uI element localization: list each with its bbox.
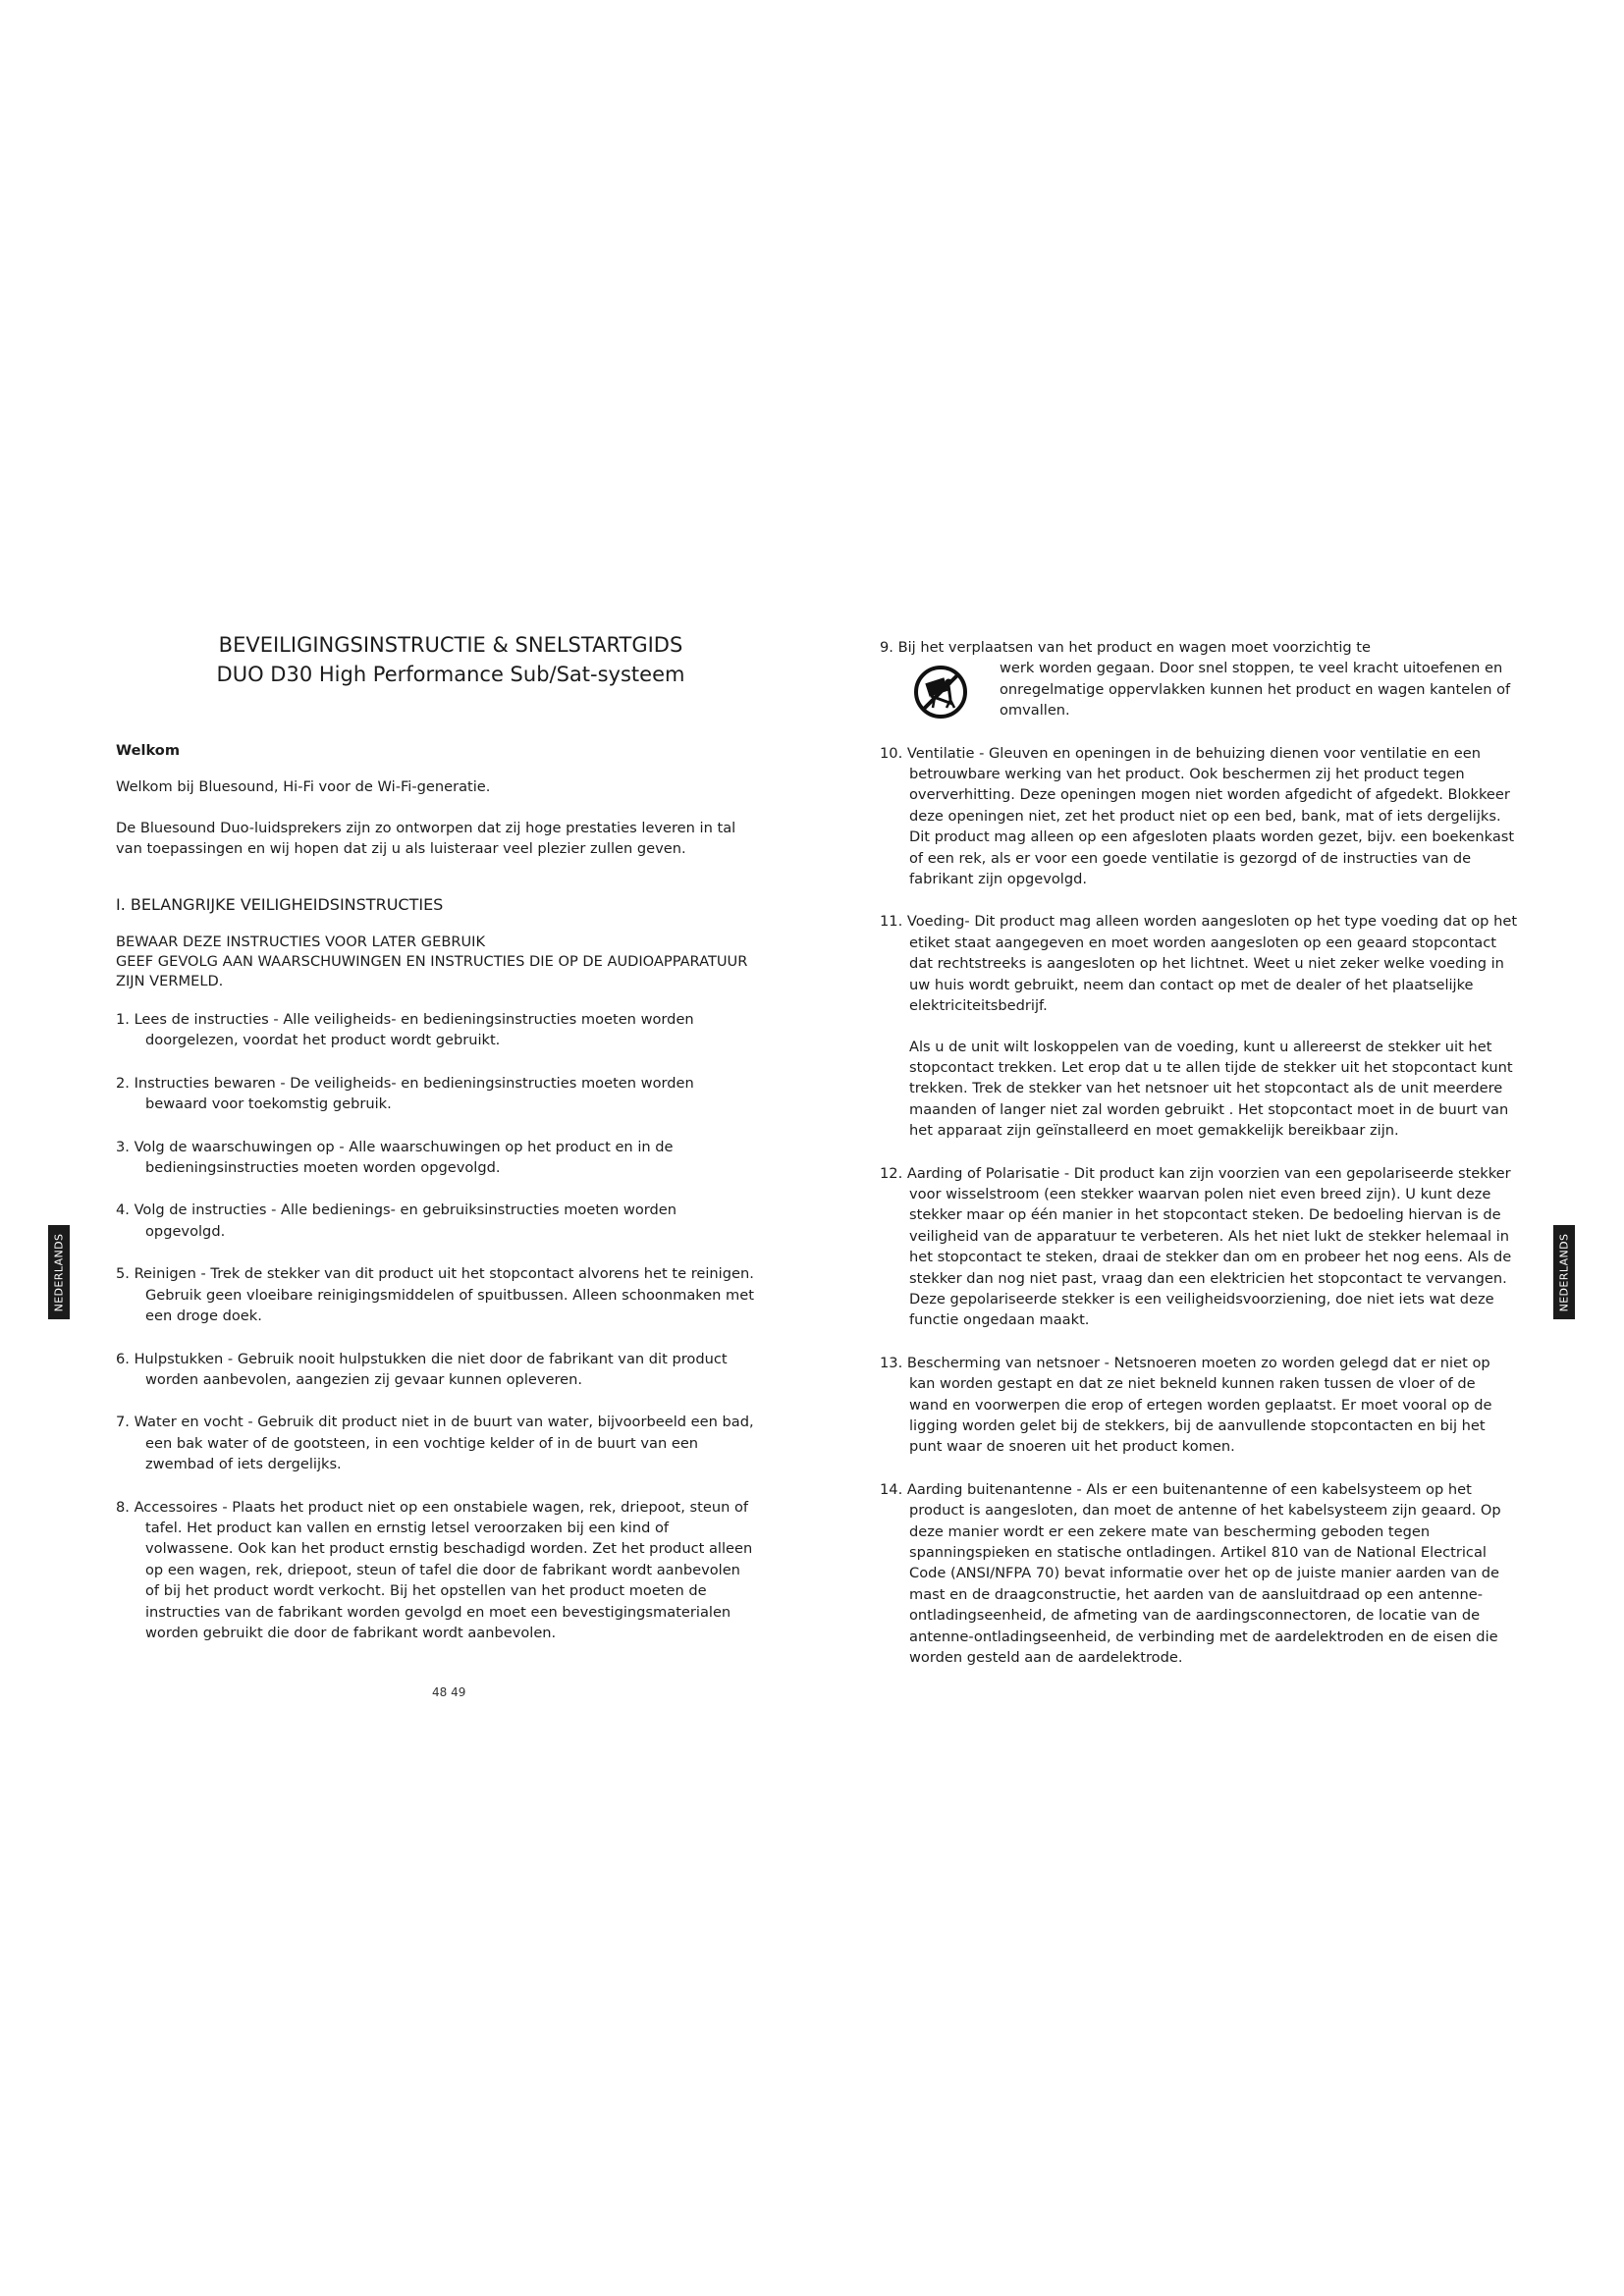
instruction-list-left — [116, 1009, 756, 1643]
list-item: 5. Reinigen - Trek de stekker van dit product uit het stopcontact alvorens het te reinigen. Gebruik geen vloeibare reinigingsmiddelen of spuitbussen. Alleen schoonmaken met een droge doek. — [116, 1265, 754, 1325]
welkom-paragraph-1: Welkom bij Bluesound, Hi-Fi voor de Wi-Fi-generatie. — [116, 778, 491, 796]
welkom-paragraph-2: De Bluesound Duo-luidsprekers zijn zo ontworpen dat zij hoge prestaties leveren in tal van toepassingen en wij hopen dat zij u als luisteraar veel plezier zullen geven. — [116, 819, 736, 858]
list-item: 8. Accessoires - Plaats het product niet op een onstabiele wagen, rek, driepoot, steun of tafel. Het product kan vallen en ernstig letsel veroorzaken bij een kind of volwassene. Ook kan het product ernstig beschadigd worden. Zet het product alleen op een wagen, rek, driepoot, steun of tafel die door de fabrikant wordt aanbevolen of bij het product wordt verkocht. Bij het opstellen van het product moeten de instructies van de fabrikant worden gevolgd en moet een bevestigingsmaterialen worden gebruikt die door de fabrikant wordt aanbevolen. — [116, 1498, 753, 1641]
list-item — [880, 637, 1518, 721]
language-tab-right — [1553, 1225, 1575, 1319]
left-page — [116, 630, 756, 1665]
list-item: 12. Aarding of Polarisatie - Dit product kan zijn voorzien van een gepolariseerde stekker voor wisselstroom (een stekker waarvan polen niet even breed zijn). U kunt deze stekker maar op één manier in het stopcontact steken. De bedoeling hiervan is de veiligheid van de apparatuur te verbeteren. Als het niet lukt de stekker helemaal in het stopcontact te steken, draai de stekker dan om en probeer het nog eens. Als de stekker dan nog niet past, vraag dan een elektricien het stopcontact te vervangen. Deze gepolariseerde stekker is een veiligheidsvoorziening, doe niet iets wat deze functie ongedaan maakt. — [880, 1164, 1512, 1329]
welkom-heading: Welkom — [116, 742, 181, 759]
right-page — [880, 637, 1518, 1689]
cart-tipover-warning-icon — [913, 665, 968, 720]
list-item: 6. Hulpstukken - Gebruik nooit hulpstukken die niet door de fabrikant van dit product worden aanbevolen, aangezien zij gevaar kunnen opleveren. — [116, 1350, 728, 1388]
list-item: 3. Volg de waarschuwingen op - Alle waarschuwingen op het product en in de bedieningsinstructies moeten worden opgevolgd. — [116, 1138, 674, 1177]
item-11-text: 11. Voeding- Dit product mag alleen worden aangesloten op het type voeding dat op het etiket staat aangegeven en moet worden aangesloten op een geaard stopcontact dat rechtstreeks is aangesloten op het lichtnet. Weet u niet zeker welke voeding in uw huis wordt gebruikt, neem dan contact op met de dealer of het plaatselijke elektriciteitsbedrijf. — [880, 913, 1518, 1015]
caps-line-1: BEWAAR DEZE INSTRUCTIES VOOR LATER GEBRUIK — [116, 934, 486, 951]
section-heading: I. BELANGRIJKE VEILIGHEIDSINSTRUCTIES — [116, 894, 444, 914]
language-tab-label: NEDERLANDS — [1557, 1233, 1571, 1311]
list-item: 7. Water en vocht - Gebruik dit product niet in de buurt van water, bijvoorbeeld een bad, een bak water of de gootsteen, in een vochtige kelder of in de buurt van een zwembad of iets dergelijks. — [116, 1414, 754, 1473]
instruction-list-right — [880, 637, 1518, 1668]
list-item: 1. Lees de instructies - Alle veiligheids- en bedieningsinstructies moeten worden doorgelezen, voordat het product wordt gebruikt. — [116, 1011, 694, 1049]
page-numbers: 48 49 — [432, 1685, 466, 1699]
list-item: 4. Volg de instructies - Alle bedienings- en gebruiksinstructies moeten worden opgevolgd. — [116, 1201, 677, 1240]
caps-notice — [116, 933, 756, 991]
item-11-extra-paragraph: Als u de unit wilt loskoppelen van de voeding, kunt u allereerst de stekker uit het stopcontact trekken. Let erop dat u te allen tijde de stekker uit het stopcontact kunt trekken. Trek de stekker van het netsnoer uit het stopcontact als de unit meerdere maanden of langer niet zal worden gebruikt . Het stopcontact moet in de buurt van het apparaat zijn geïnstalleerd en moet gemakkelijk bereikbaar zijn. — [909, 1038, 1513, 1140]
item-9-continuation: werk worden gegaan. Door snel stoppen, te veel kracht uitoefenen en onregelmatige oppervlakken kunnen het product en wagen kantelen of omvallen. — [1000, 660, 1511, 720]
language-tab-left — [48, 1225, 70, 1319]
document-title — [145, 630, 756, 689]
list-item: 10. Ventilatie - Gleuven en openingen in de behuizing dienen voor ventilatie en een betrouwbare werking van het product. Ook beschermen zij het product tegen oververhitting. Deze openingen mogen niet worden afgedicht of afgedekt. Blokkeer deze openingen niet, zet het product niet op een bed, bank, mat of iets dergelijks. Dit product mag alleen op een afgesloten plaats worden gezet, bijv. een boekenkast of een rek, als er voor een goede ventilatie is gezorgd of de instructies van de fabrikant zijn opgevolgd. — [880, 744, 1515, 888]
list-item: 14. Aarding buitenantenne - Als er een buitenantenne of een kabelsysteem op het product is aangesloten, dan moet de antenne of het kabelsysteem zijn geaard. Op deze manier wordt er een zekere mate van bescherming geboden tegen spanningspieken en statische ontladingen. Artikel 810 van de National Electrical Code (ANSI/NFPA 70) bevat informatie over het op de juiste manier aarden van de mast en de draagconstructie, het aarden van de aansluitdraad op een antenne-ontladingseenheid, de afmeting van de aardingsconnectoren, de locatie van de antenne-ontladingseenheid, de verbinding met de aardelektroden en de eisen die worden gesteld aan de aardelektrode. — [880, 1480, 1501, 1667]
language-tab-label: NEDERLANDS — [52, 1233, 66, 1311]
list-item — [880, 911, 1518, 1141]
list-item: 13. Bescherming van netsnoer - Netsnoeren moeten zo worden gelegd dat er niet op kan worden gestapt en dat ze niet bekneld kunnen raken tussen de vloer of de wand en voorwerpen die erop of ertegen worden geplaatst. Er moet vooral op de ligging worden gelet bij de stekkers, bij de aanvullende stopcontacten en bij het punt waar de snoeren uit het product komen. — [880, 1354, 1492, 1456]
title-line-1: BEVEILIGINGSINSTRUCTIE & SNELSTARTGIDS — [218, 633, 683, 657]
item-9-first-line: 9. Bij het verplaatsen van het product en wagen moet voorzichtig te — [880, 639, 1371, 656]
list-item: 2. Instructies bewaren - De veiligheids- en bedieningsinstructies moeten worden bewaard voor toekomstig gebruik. — [116, 1074, 694, 1113]
title-line-2: DUO D30 High Performance Sub/Sat-systeem — [216, 663, 685, 686]
caps-line-2: GEEF GEVOLG AAN WAARSCHUWINGEN EN INSTRUCTIES DIE OP DE AUDIOAPPARATUUR ZIJN VERMELD. — [116, 953, 748, 990]
